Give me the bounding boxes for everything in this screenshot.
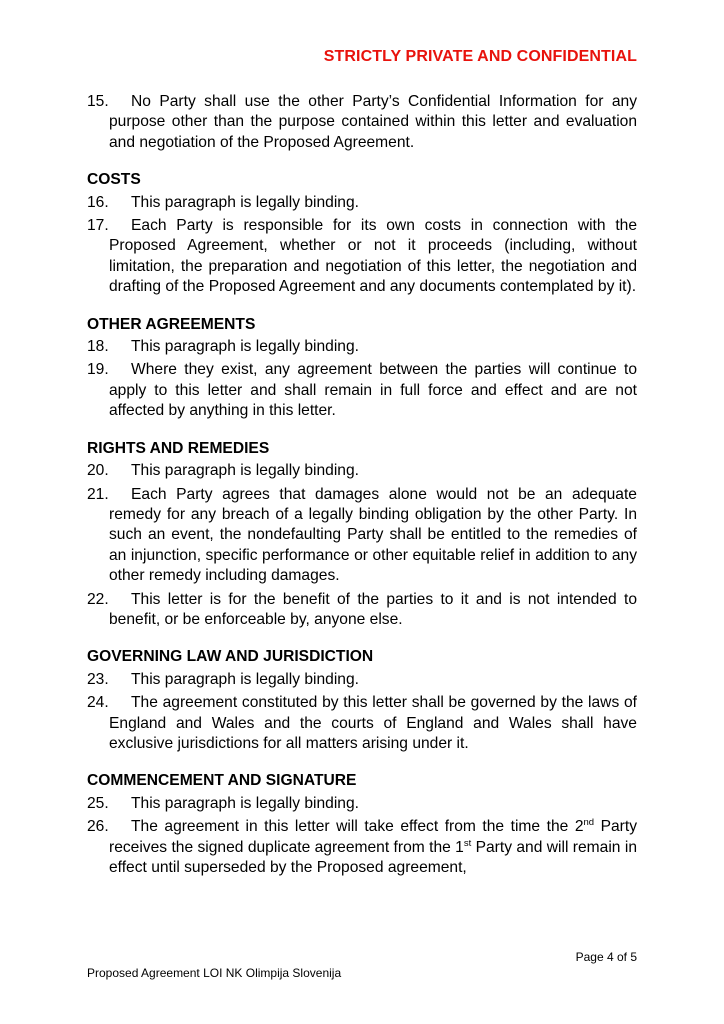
paragraph-number: 23.: [87, 670, 109, 688]
paragraph-number: 24.: [87, 694, 109, 712]
section-heading-other-agreements: OTHER AGREEMENTS: [87, 315, 256, 333]
paragraph-number: 26.: [87, 818, 109, 836]
paragraph-text: This paragraph is legally binding.: [131, 794, 359, 812]
paragraph-15: [87, 92, 637, 153]
section-heading-governing-law: GOVERNING LAW AND JURISDICTION: [87, 648, 374, 666]
ordinal-superscript: nd: [583, 817, 595, 829]
paragraph-text: Where they exist, any agreement between the parties will continue to apply to this letter and shall remain in full force and effect and are not affected by anything in this letter.: [109, 361, 637, 420]
paragraph-number: 17.: [87, 217, 109, 235]
paragraph-number: 19.: [87, 361, 109, 379]
paragraph-text: No Party shall use the other Party’s Confidential Information for any purpose other than the purpose contained within this letter and evaluation and negotiation of the Proposed Agreement.: [109, 93, 637, 151]
paragraph-26: [87, 817, 637, 878]
paragraph-text: Each Party is responsible for its own costs in connection with the Proposed Agreement, whether or not it proceeds (including, without limitation, the preparation and negotiation of this letter, the negotiation and drafting of the Proposed Agreement and any documents contemplated by it).: [109, 217, 637, 296]
paragraph-number: 20.: [87, 462, 109, 480]
paragraph-text: This paragraph is legally binding.: [131, 193, 359, 211]
paragraph-19: [87, 360, 637, 421]
paragraph-number: 21.: [87, 485, 109, 503]
paragraph-text-part2: Party receives the signed duplicate agreement from the 1: [109, 818, 638, 856]
section-heading-rights-remedies: RIGHTS AND REMEDIES: [87, 439, 270, 457]
paragraph-text: Each Party agrees that damages alone would not be an adequate remedy for any breach of a legally binding obligation by the other Party. In such an event, the nondefaulting Party shall be entitled to the remedies of an injunction, specific performance or other equitable relief in addition to any other remedy including damages.: [109, 485, 637, 585]
confidential-header: STRICTLY PRIVATE AND CONFIDENTIAL: [323, 48, 637, 65]
paragraph-16: [87, 193, 637, 213]
document-body: [87, 92, 637, 881]
section-heading-commencement: COMMENCEMENT AND SIGNATURE: [87, 772, 357, 790]
paragraph-21: [87, 485, 637, 587]
paragraph-number: 18.: [87, 338, 109, 356]
paragraph-20: [87, 461, 637, 481]
paragraph-text: The agreement constituted by this letter shall be governed by the laws of England and Wales and the courts of England and Wales shall have exclusive jurisdictions for all matters arising under it.: [109, 694, 637, 752]
paragraph-number: 16.: [87, 193, 109, 211]
paragraph-18: [87, 337, 637, 357]
footer-document-title: Proposed Agreement LOI NK Olimpija Slovenija: [87, 966, 342, 980]
paragraph-text: This paragraph is legally binding.: [131, 670, 359, 688]
paragraph-17: [87, 216, 637, 298]
paragraph-22: [87, 590, 637, 631]
paragraph-24: [87, 693, 637, 754]
page-number: Page 4 of 5: [575, 950, 637, 964]
section-heading-costs: COSTS: [87, 171, 141, 189]
ordinal-superscript: st: [463, 837, 472, 849]
paragraph-number: 22.: [87, 590, 109, 608]
paragraph-25: [87, 794, 637, 814]
paragraph-text: This paragraph is legally binding.: [131, 462, 359, 480]
paragraph-23: [87, 670, 637, 690]
paragraph-number: 25.: [87, 794, 109, 812]
paragraph-text-part1: The agreement in this letter will take effect from the time the 2: [131, 818, 584, 836]
paragraph-text: This paragraph is legally binding.: [131, 338, 359, 356]
paragraph-text: This letter is for the benefit of the parties to it and is not intended to benefit, or be enforceable by, anyone else.: [109, 590, 637, 628]
paragraph-number: 15.: [87, 93, 109, 110]
paragraph-text-part3: Party and will remain in effect until superseded by the Proposed agreement,: [109, 838, 637, 876]
